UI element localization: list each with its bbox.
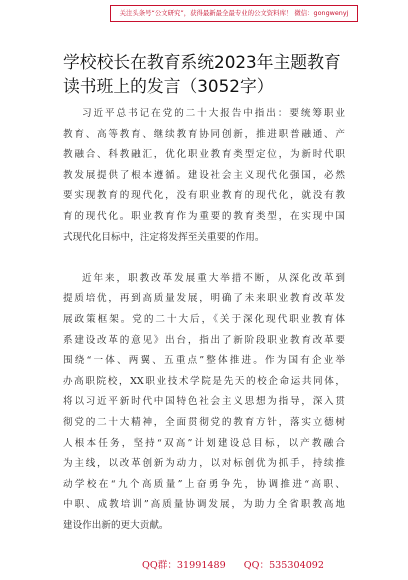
paragraph-line: 近年来，职教改革发展重大举措不断，从深化改革到	[82, 272, 345, 284]
paragraph-line: 办高职院校，XX职业技术学院是先天的校企命运共同体，	[63, 375, 345, 387]
paragraph-line: 提质培优，再到高质量发展，明确了未来职业教育改革发	[63, 293, 345, 305]
paragraph-line: 教发展提供了根本遵循。建设社会主义现代化强国，必然	[63, 169, 345, 181]
paragraph-line: 育的现代化。职业教育作为重要的教育类型，在实现中国	[63, 210, 345, 222]
paragraph-line: 动学校在“九个高质量”上奋勇争先，协调推进“高职、	[63, 478, 345, 490]
paragraph-line: 围绕“一体、两翼、五重点”整体推进。作为国有企业举	[63, 355, 345, 367]
paragraph-line: 教融合、科教融汇，优化职业教育类型定位，为新时代职	[63, 149, 345, 161]
paragraph-line: 将以习近平新时代中国特色社会主义思想为指导，深入贯	[63, 396, 345, 408]
qq-contact-label: QQ：535304092	[243, 560, 325, 571]
qq-group-label: QQ群：31991489	[142, 560, 226, 571]
document-body	[63, 104, 345, 536]
paragraph-line: 式现代化目标中，注定将发挥至关重要的作用。	[63, 231, 265, 243]
paragraph-line: 为主线，以改革创新为动力，以对标创优为抓手，持续推	[63, 458, 345, 470]
promo-banner	[110, 5, 358, 22]
paragraph-spacer	[63, 248, 345, 269]
document-title: 学校校长在教育系统2023年主题教育读书班上的发言（3052字）	[63, 52, 341, 96]
paragraph-1	[63, 104, 345, 248]
paragraph-line: 要实现教育的现代化，没有职业教育的现代化，就没有教	[63, 190, 345, 202]
paragraph-line: 彻党的二十大精神，全面贯彻党的教育方针，落实立德树	[63, 416, 345, 428]
promo-banner-text: 关注头条号“公文研究”，获得最新最全最专业的公文资料库！ 微信：gongwenyj	[119, 9, 349, 17]
contact-footer	[142, 560, 324, 572]
paragraph-line: 建设作出新的更大贡献。	[63, 519, 169, 531]
paragraph-line: 人根本任务，坚持“双高”计划建设总目标，以产教融合	[63, 437, 345, 449]
paragraph-line: 系建设改革的意见》出台，指出了新阶段职业教育改革要	[63, 334, 345, 346]
paragraph-line: 教育、高等教育、继续教育协同创新，推进职普融通、产	[63, 128, 345, 140]
paragraph-line: 展政策框架。党的二十大后，《关于深化现代职业教育体	[63, 313, 345, 325]
paragraph-2	[63, 269, 345, 537]
paragraph-line: 习近平总书记在党的二十大报告中指出：要统筹职业	[82, 108, 345, 119]
paragraph-line: 中职、成教培训”高质量协调发展，为助力全省职教高地	[63, 499, 345, 511]
